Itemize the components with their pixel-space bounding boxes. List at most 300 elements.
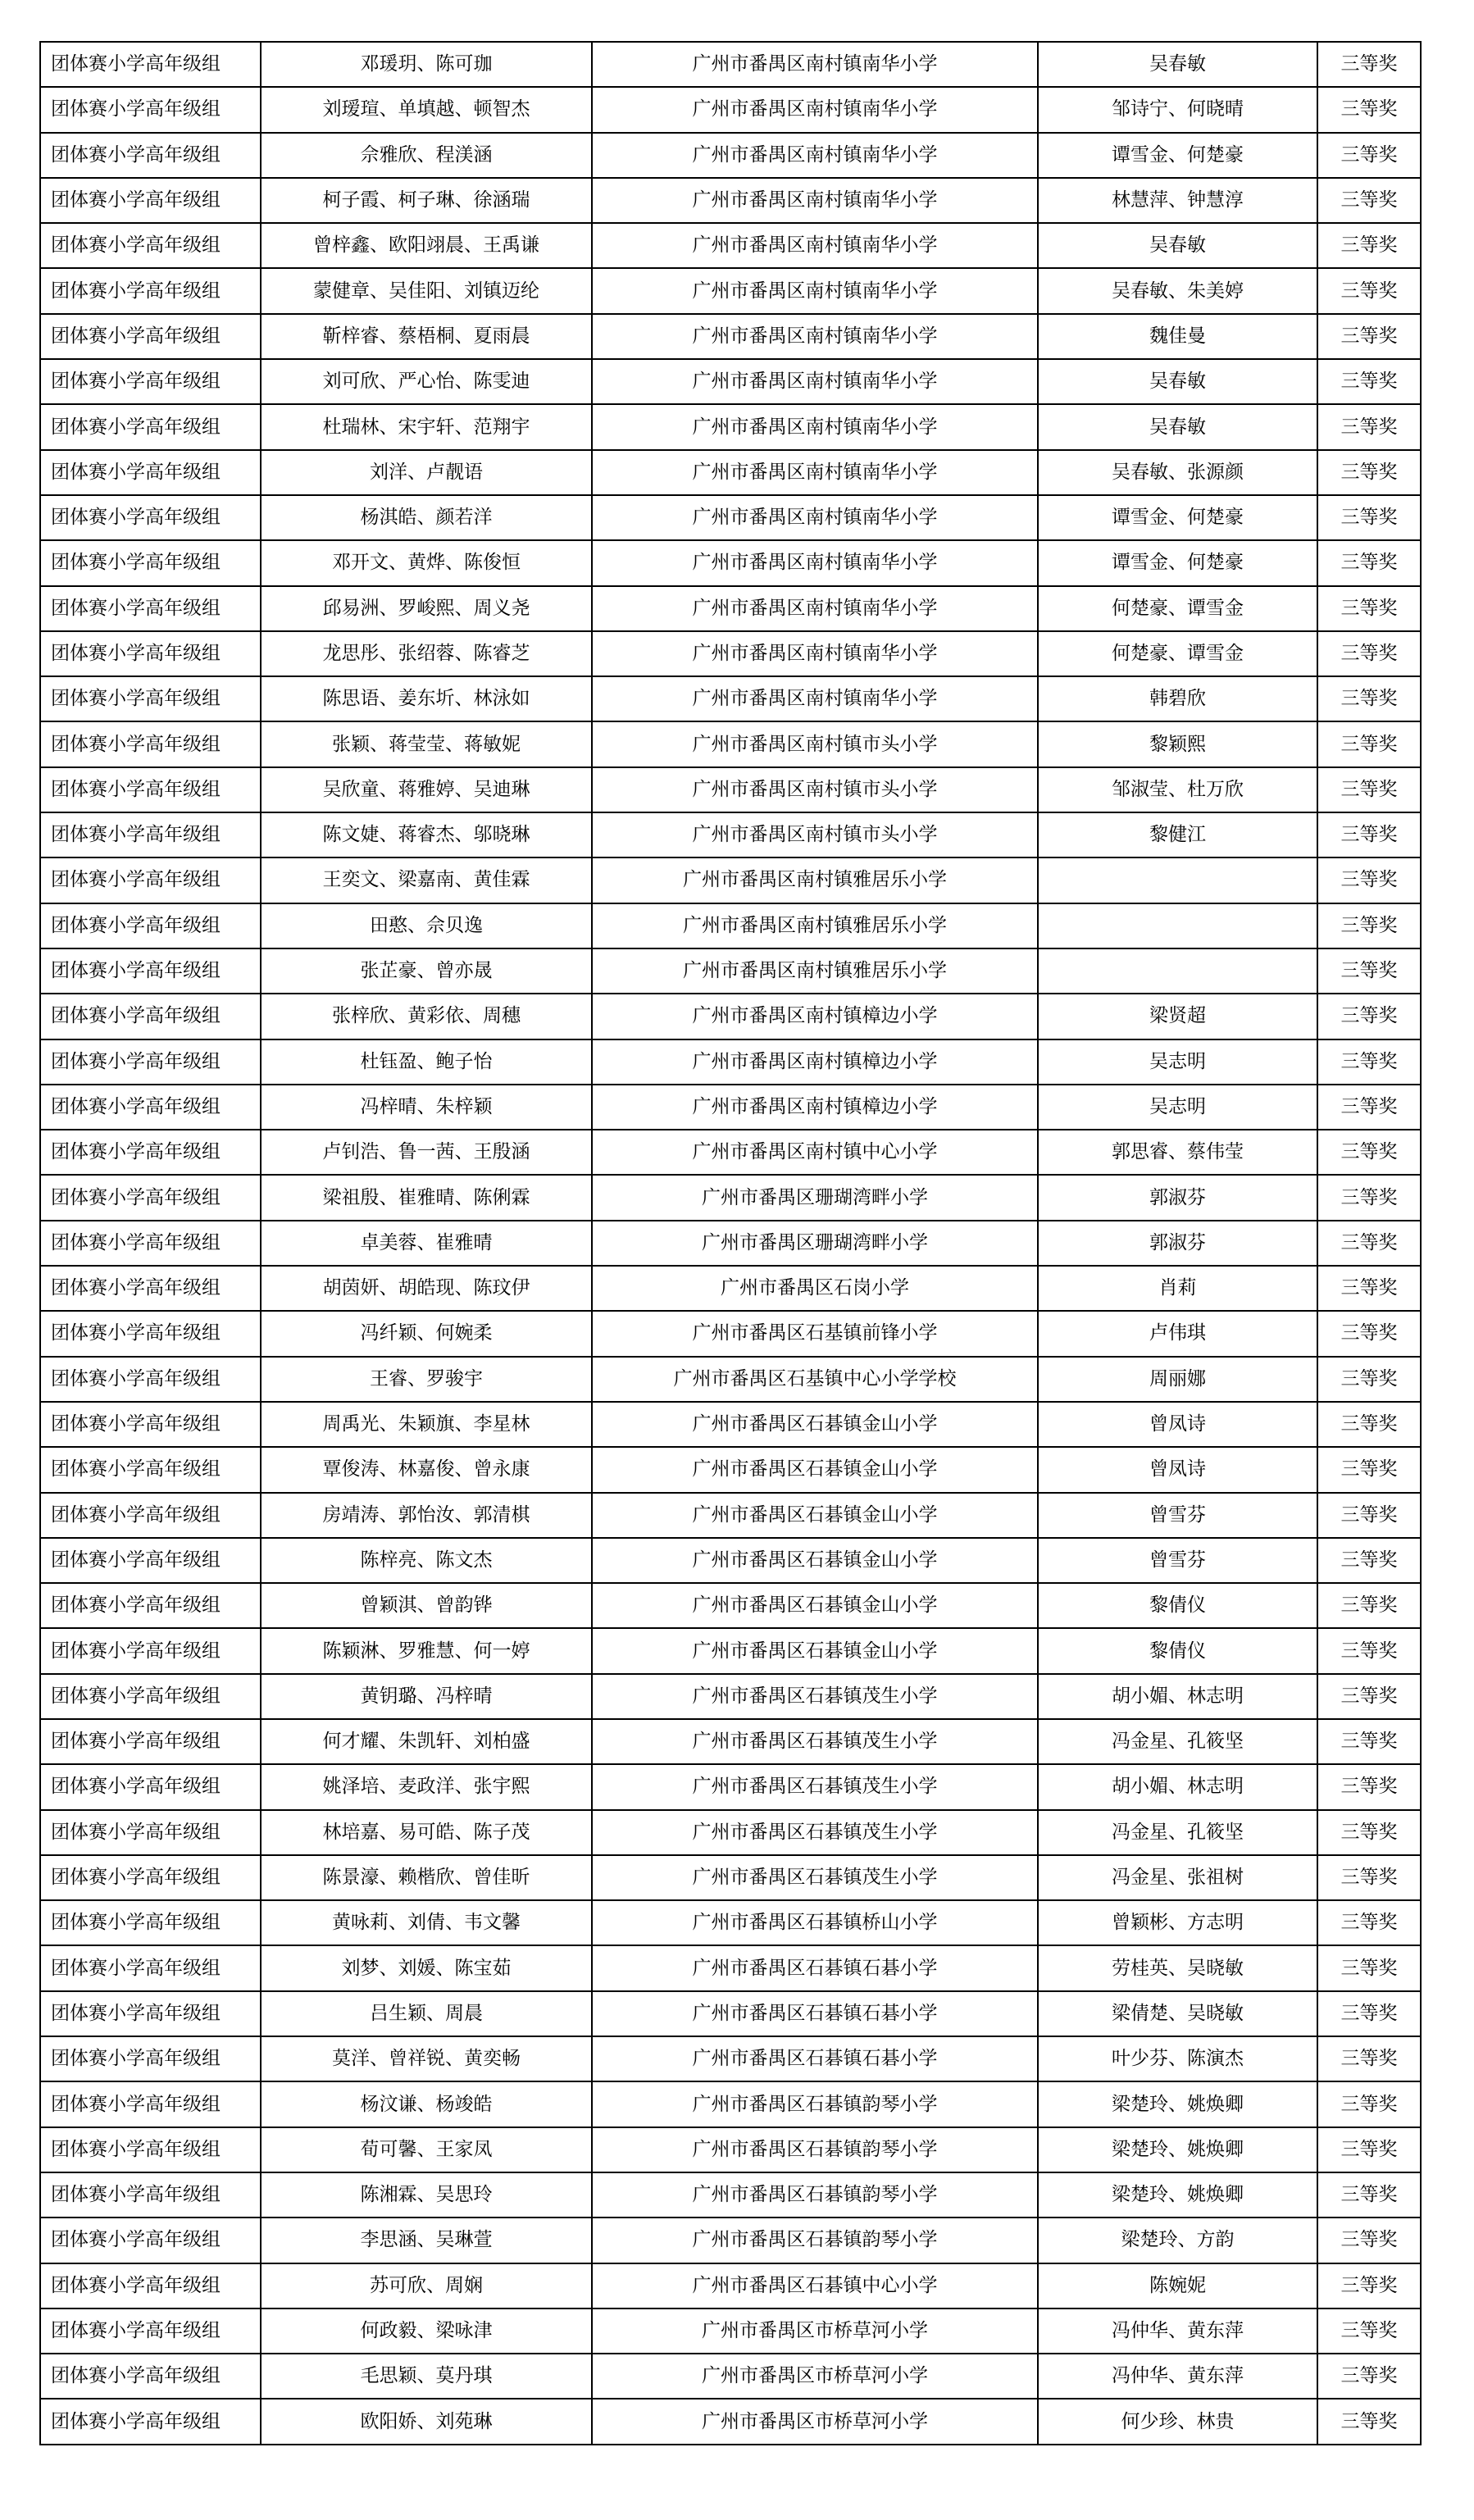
category-cell: 团体赛小学高年级组 <box>40 1583 261 1628</box>
students-cell: 张芷豪、曾亦晟 <box>261 948 592 994</box>
school-cell: 广州市番禺区石碁镇茂生小学 <box>592 1764 1038 1809</box>
category-cell: 团体赛小学高年级组 <box>40 631 261 676</box>
table-row <box>40 1311 1421 1356</box>
table-row <box>40 223 1421 268</box>
category-cell: 团体赛小学高年级组 <box>40 1810 261 1855</box>
award-cell: 三等奖 <box>1317 586 1421 631</box>
award-cell: 三等奖 <box>1317 1991 1421 2036</box>
table-row <box>40 1583 1421 1628</box>
school-cell: 广州市番禺区南村镇南华小学 <box>592 133 1038 178</box>
teacher-cell: 梁倩楚、吴晓敏 <box>1038 1991 1317 2036</box>
students-cell: 陈梓亮、陈文杰 <box>261 1538 592 1583</box>
table-row <box>40 2354 1421 2399</box>
teacher-cell: 曾颖彬、方志明 <box>1038 1900 1317 1945</box>
category-cell: 团体赛小学高年级组 <box>40 2399 261 2444</box>
school-cell: 广州市番禺区石碁镇韵琴小学 <box>592 2172 1038 2218</box>
teacher-cell: 梁贤超 <box>1038 994 1317 1039</box>
school-cell: 广州市番禺区石碁镇石碁小学 <box>592 2036 1038 2081</box>
school-cell: 广州市番禺区南村镇南华小学 <box>592 87 1038 132</box>
school-cell: 广州市番禺区石碁镇石碁小学 <box>592 1945 1038 1990</box>
award-cell: 三等奖 <box>1317 1764 1421 1809</box>
students-cell: 张颖、蒋莹莹、蒋敏妮 <box>261 721 592 766</box>
students-cell: 陈文婕、蒋睿杰、邬晓琳 <box>261 812 592 857</box>
school-cell: 广州市番禺区石碁镇韵琴小学 <box>592 2081 1038 2127</box>
school-cell: 广州市番禺区南村镇市头小学 <box>592 767 1038 812</box>
table-row <box>40 948 1421 994</box>
table-row <box>40 1900 1421 1945</box>
students-cell: 田憨、佘贝逸 <box>261 903 592 948</box>
award-cell: 三等奖 <box>1317 314 1421 359</box>
category-cell: 团体赛小学高年级组 <box>40 2172 261 2218</box>
teacher-cell: 林慧萍、钟慧淳 <box>1038 178 1317 223</box>
school-cell: 广州市番禺区南村镇南华小学 <box>592 42 1038 87</box>
table-row <box>40 1538 1421 1583</box>
table-row <box>40 1085 1421 1130</box>
school-cell: 广州市番禺区石碁镇金山小学 <box>592 1583 1038 1628</box>
students-cell: 龙思彤、张绍蓉、陈睿芝 <box>261 631 592 676</box>
award-cell: 三等奖 <box>1317 268 1421 313</box>
award-cell: 三等奖 <box>1317 2263 1421 2308</box>
school-cell: 广州市番禺区南村镇南华小学 <box>592 676 1038 721</box>
category-cell: 团体赛小学高年级组 <box>40 1357 261 1402</box>
table-row <box>40 133 1421 178</box>
table-row <box>40 1855 1421 1900</box>
award-cell: 三等奖 <box>1317 1175 1421 1220</box>
award-cell: 三等奖 <box>1317 1674 1421 1719</box>
school-cell: 广州市番禺区南村镇市头小学 <box>592 721 1038 766</box>
students-cell: 何才耀、朱凯轩、刘柏盛 <box>261 1719 592 1764</box>
award-cell: 三等奖 <box>1317 1311 1421 1356</box>
award-cell: 三等奖 <box>1317 1900 1421 1945</box>
school-cell: 广州市番禺区石碁镇金山小学 <box>592 1493 1038 1538</box>
school-cell: 广州市番禺区南村镇樟边小学 <box>592 1039 1038 1085</box>
table-row <box>40 994 1421 1039</box>
category-cell: 团体赛小学高年级组 <box>40 450 261 495</box>
award-cell: 三等奖 <box>1317 903 1421 948</box>
table-row <box>40 42 1421 87</box>
students-cell: 吴欣童、蒋雅婷、吴迪琳 <box>261 767 592 812</box>
teacher-cell: 冯金星、张祖树 <box>1038 1855 1317 1900</box>
table-row <box>40 2308 1421 2354</box>
award-cell: 三等奖 <box>1317 2399 1421 2444</box>
category-cell: 团体赛小学高年级组 <box>40 1447 261 1492</box>
teacher-cell: 郭淑芬 <box>1038 1175 1317 1220</box>
category-cell: 团体赛小学高年级组 <box>40 2218 261 2263</box>
award-cell: 三等奖 <box>1317 1855 1421 1900</box>
teacher-cell: 黎颖熙 <box>1038 721 1317 766</box>
students-cell: 陈思语、姜东圻、林泳如 <box>261 676 592 721</box>
award-cell: 三等奖 <box>1317 1130 1421 1175</box>
school-cell: 广州市番禺区石碁镇韵琴小学 <box>592 2127 1038 2172</box>
teacher-cell: 胡小媚、林志明 <box>1038 1764 1317 1809</box>
teacher-cell: 梁楚玲、方韵 <box>1038 2218 1317 2263</box>
teacher-cell: 叶少芬、陈演杰 <box>1038 2036 1317 2081</box>
award-cell: 三等奖 <box>1317 1221 1421 1266</box>
school-cell: 广州市番禺区南村镇雅居乐小学 <box>592 948 1038 994</box>
teacher-cell: 吴春敏、张源颜 <box>1038 450 1317 495</box>
students-cell: 周禹光、朱颖旗、李星林 <box>261 1402 592 1447</box>
teacher-cell: 冯金星、孔筱坚 <box>1038 1810 1317 1855</box>
students-cell: 刘梦、刘媛、陈宝茹 <box>261 1945 592 1990</box>
students-cell: 刘洋、卢靓语 <box>261 450 592 495</box>
teacher-cell <box>1038 857 1317 903</box>
teacher-cell: 肖莉 <box>1038 1266 1317 1311</box>
category-cell: 团体赛小学高年级组 <box>40 404 261 449</box>
award-cell: 三等奖 <box>1317 721 1421 766</box>
category-cell: 团体赛小学高年级组 <box>40 359 261 404</box>
award-cell: 三等奖 <box>1317 767 1421 812</box>
students-cell: 陈湘霖、吴思玲 <box>261 2172 592 2218</box>
category-cell: 团体赛小学高年级组 <box>40 994 261 1039</box>
award-cell: 三等奖 <box>1317 1719 1421 1764</box>
award-cell: 三等奖 <box>1317 42 1421 87</box>
award-cell: 三等奖 <box>1317 87 1421 132</box>
school-cell: 广州市番禺区石碁镇茂生小学 <box>592 1810 1038 1855</box>
students-cell: 靳梓睿、蔡梧桐、夏雨晨 <box>261 314 592 359</box>
school-cell: 广州市番禺区市桥草河小学 <box>592 2308 1038 2354</box>
school-cell: 广州市番禺区南村镇南华小学 <box>592 450 1038 495</box>
table-row <box>40 314 1421 359</box>
category-cell: 团体赛小学高年级组 <box>40 2036 261 2081</box>
award-cell: 三等奖 <box>1317 1447 1421 1492</box>
table-row <box>40 359 1421 404</box>
category-cell: 团体赛小学高年级组 <box>40 1266 261 1311</box>
students-cell: 杜瑞林、宋宇轩、范翔宇 <box>261 404 592 449</box>
school-cell: 广州市番禺区南村镇南华小学 <box>592 223 1038 268</box>
category-cell: 团体赛小学高年级组 <box>40 495 261 540</box>
teacher-cell: 梁楚玲、姚焕卿 <box>1038 2172 1317 2218</box>
teacher-cell: 黎健江 <box>1038 812 1317 857</box>
students-cell: 陈景濠、赖楷欣、曾佳昕 <box>261 1855 592 1900</box>
teacher-cell: 吴春敏 <box>1038 359 1317 404</box>
table-row <box>40 812 1421 857</box>
category-cell: 团体赛小学高年级组 <box>40 1538 261 1583</box>
teacher-cell: 邹诗宁、何晓晴 <box>1038 87 1317 132</box>
teacher-cell <box>1038 903 1317 948</box>
category-cell: 团体赛小学高年级组 <box>40 2354 261 2399</box>
table-row <box>40 1402 1421 1447</box>
award-cell: 三等奖 <box>1317 2081 1421 2127</box>
table-row <box>40 1266 1421 1311</box>
school-cell: 广州市番禺区南村镇南华小学 <box>592 495 1038 540</box>
table-row <box>40 1447 1421 1492</box>
category-cell: 团体赛小学高年级组 <box>40 223 261 268</box>
teacher-cell: 陈婉妮 <box>1038 2263 1317 2308</box>
teacher-cell: 郭淑芬 <box>1038 1221 1317 1266</box>
category-cell: 团体赛小学高年级组 <box>40 1674 261 1719</box>
award-cell: 三等奖 <box>1317 812 1421 857</box>
table-row <box>40 676 1421 721</box>
students-cell: 冯纤颖、何婉柔 <box>261 1311 592 1356</box>
table-row <box>40 450 1421 495</box>
teacher-cell: 曾凤诗 <box>1038 1447 1317 1492</box>
school-cell: 广州市番禺区石碁镇金山小学 <box>592 1538 1038 1583</box>
category-cell: 团体赛小学高年级组 <box>40 1764 261 1809</box>
table-row <box>40 857 1421 903</box>
category-cell: 团体赛小学高年级组 <box>40 133 261 178</box>
teacher-cell: 何少珍、林贵 <box>1038 2399 1317 2444</box>
teacher-cell: 何楚豪、谭雪金 <box>1038 586 1317 631</box>
students-cell: 姚泽培、麦政洋、张宇熙 <box>261 1764 592 1809</box>
category-cell: 团体赛小学高年级组 <box>40 1493 261 1538</box>
students-cell: 刘瑷瑄、单填越、顿智杰 <box>261 87 592 132</box>
students-cell: 佘雅欣、程渼涵 <box>261 133 592 178</box>
category-cell: 团体赛小学高年级组 <box>40 1991 261 2036</box>
award-cell: 三等奖 <box>1317 2172 1421 2218</box>
table-row <box>40 1039 1421 1085</box>
school-cell: 广州市番禺区南村镇市头小学 <box>592 812 1038 857</box>
school-cell: 广州市番禺区南村镇南华小学 <box>592 314 1038 359</box>
table-row <box>40 1628 1421 1673</box>
students-cell: 曾梓鑫、欧阳翊晨、王禹谦 <box>261 223 592 268</box>
school-cell: 广州市番禺区南村镇樟边小学 <box>592 1085 1038 1130</box>
table-row <box>40 404 1421 449</box>
school-cell: 广州市番禺区石碁镇茂生小学 <box>592 1855 1038 1900</box>
award-cell: 三等奖 <box>1317 1945 1421 1990</box>
teacher-cell: 胡小媚、林志明 <box>1038 1674 1317 1719</box>
teacher-cell: 黎倩仪 <box>1038 1583 1317 1628</box>
school-cell: 广州市番禺区石碁镇桥山小学 <box>592 1900 1038 1945</box>
award-list-body <box>40 42 1421 2445</box>
category-cell: 团体赛小学高年级组 <box>40 586 261 631</box>
students-cell: 何政毅、梁咏津 <box>261 2308 592 2354</box>
category-cell: 团体赛小学高年级组 <box>40 767 261 812</box>
teacher-cell: 曾雪芬 <box>1038 1538 1317 1583</box>
table-row <box>40 495 1421 540</box>
category-cell: 团体赛小学高年级组 <box>40 2127 261 2172</box>
students-cell: 梁祖殷、崔雅晴、陈俐霖 <box>261 1175 592 1220</box>
students-cell: 冯梓晴、朱梓颖 <box>261 1085 592 1130</box>
category-cell: 团体赛小学高年级组 <box>40 268 261 313</box>
award-cell: 三等奖 <box>1317 1357 1421 1402</box>
school-cell: 广州市番禺区石基镇前锋小学 <box>592 1311 1038 1356</box>
category-cell: 团体赛小学高年级组 <box>40 812 261 857</box>
school-cell: 广州市番禺区南村镇中心小学 <box>592 1130 1038 1175</box>
school-cell: 广州市番禺区南村镇雅居乐小学 <box>592 903 1038 948</box>
school-cell: 广州市番禺区南村镇南华小学 <box>592 540 1038 585</box>
category-cell: 团体赛小学高年级组 <box>40 1085 261 1130</box>
school-cell: 广州市番禺区市桥草河小学 <box>592 2354 1038 2399</box>
students-cell: 邓瑗玥、陈可珈 <box>261 42 592 87</box>
students-cell: 毛思颖、莫丹琪 <box>261 2354 592 2399</box>
award-cell: 三等奖 <box>1317 495 1421 540</box>
award-cell: 三等奖 <box>1317 1402 1421 1447</box>
award-cell: 三等奖 <box>1317 2127 1421 2172</box>
teacher-cell: 邹淑莹、杜万欣 <box>1038 767 1317 812</box>
teacher-cell: 冯仲华、黄东萍 <box>1038 2308 1317 2354</box>
teacher-cell: 梁楚玲、姚焕卿 <box>1038 2081 1317 2127</box>
category-cell: 团体赛小学高年级组 <box>40 948 261 994</box>
teacher-cell: 吴志明 <box>1038 1039 1317 1085</box>
table-row <box>40 2127 1421 2172</box>
category-cell: 团体赛小学高年级组 <box>40 2263 261 2308</box>
students-cell: 卢钊浩、鲁一茜、王殷涵 <box>261 1130 592 1175</box>
category-cell: 团体赛小学高年级组 <box>40 903 261 948</box>
award-cell: 三等奖 <box>1317 1039 1421 1085</box>
teacher-cell: 梁楚玲、姚焕卿 <box>1038 2127 1317 2172</box>
award-cell: 三等奖 <box>1317 631 1421 676</box>
table-row <box>40 2399 1421 2444</box>
award-cell: 三等奖 <box>1317 133 1421 178</box>
students-cell: 刘可欣、严心怡、陈雯迪 <box>261 359 592 404</box>
school-cell: 广州市番禺区南村镇南华小学 <box>592 178 1038 223</box>
school-cell: 广州市番禺区南村镇南华小学 <box>592 404 1038 449</box>
table-row <box>40 2172 1421 2218</box>
students-cell: 覃俊涛、林嘉俊、曾永康 <box>261 1447 592 1492</box>
category-cell: 团体赛小学高年级组 <box>40 42 261 87</box>
school-cell: 广州市番禺区石碁镇金山小学 <box>592 1628 1038 1673</box>
award-cell: 三等奖 <box>1317 1085 1421 1130</box>
students-cell: 黄咏莉、刘倩、韦文馨 <box>261 1900 592 1945</box>
award-cell: 三等奖 <box>1317 178 1421 223</box>
students-cell: 杨汶谦、杨竣皓 <box>261 2081 592 2127</box>
teacher-cell: 谭雪金、何楚豪 <box>1038 133 1317 178</box>
category-cell: 团体赛小学高年级组 <box>40 178 261 223</box>
teacher-cell: 劳桂英、吴晓敏 <box>1038 1945 1317 1990</box>
teacher-cell: 吴春敏 <box>1038 42 1317 87</box>
table-row <box>40 1719 1421 1764</box>
students-cell: 李思涵、吴琳萱 <box>261 2218 592 2263</box>
category-cell: 团体赛小学高年级组 <box>40 721 261 766</box>
students-cell: 黄钥璐、冯梓晴 <box>261 1674 592 1719</box>
category-cell: 团体赛小学高年级组 <box>40 1039 261 1085</box>
table-row <box>40 903 1421 948</box>
students-cell: 欧阳娇、刘苑琳 <box>261 2399 592 2444</box>
award-cell: 三等奖 <box>1317 404 1421 449</box>
table-row <box>40 1764 1421 1809</box>
category-cell: 团体赛小学高年级组 <box>40 87 261 132</box>
students-cell: 胡茵妍、胡皓现、陈玟伊 <box>261 1266 592 1311</box>
category-cell: 团体赛小学高年级组 <box>40 1175 261 1220</box>
teacher-cell: 曾雪芬 <box>1038 1493 1317 1538</box>
school-cell: 广州市番禺区石碁镇韵琴小学 <box>592 2218 1038 2263</box>
award-cell: 三等奖 <box>1317 1538 1421 1583</box>
category-cell: 团体赛小学高年级组 <box>40 1719 261 1764</box>
students-cell: 杜钰盈、鲍子怡 <box>261 1039 592 1085</box>
category-cell: 团体赛小学高年级组 <box>40 1855 261 1900</box>
table-row <box>40 268 1421 313</box>
school-cell: 广州市番禺区南村镇南华小学 <box>592 631 1038 676</box>
award-cell: 三等奖 <box>1317 1266 1421 1311</box>
award-cell: 三等奖 <box>1317 223 1421 268</box>
award-cell: 三等奖 <box>1317 450 1421 495</box>
students-cell: 卓美蓉、崔雅晴 <box>261 1221 592 1266</box>
table-row <box>40 1810 1421 1855</box>
students-cell: 林培嘉、易可皓、陈子茂 <box>261 1810 592 1855</box>
award-cell: 三等奖 <box>1317 857 1421 903</box>
table-row <box>40 178 1421 223</box>
teacher-cell: 曾凤诗 <box>1038 1402 1317 1447</box>
award-cell: 三等奖 <box>1317 1810 1421 1855</box>
category-cell: 团体赛小学高年级组 <box>40 1311 261 1356</box>
table-row <box>40 2036 1421 2081</box>
teacher-cell: 谭雪金、何楚豪 <box>1038 540 1317 585</box>
category-cell: 团体赛小学高年级组 <box>40 857 261 903</box>
category-cell: 团体赛小学高年级组 <box>40 1945 261 1990</box>
teacher-cell: 吴春敏 <box>1038 404 1317 449</box>
school-cell: 广州市番禺区石碁镇金山小学 <box>592 1447 1038 1492</box>
table-row <box>40 1674 1421 1719</box>
teacher-cell: 吴志明 <box>1038 1085 1317 1130</box>
students-cell: 杨淇皓、颜若洋 <box>261 495 592 540</box>
award-cell: 三等奖 <box>1317 359 1421 404</box>
teacher-cell: 周丽娜 <box>1038 1357 1317 1402</box>
award-cell: 三等奖 <box>1317 1583 1421 1628</box>
students-cell: 张梓欣、黄彩依、周穗 <box>261 994 592 1039</box>
students-cell: 苏可欣、周娴 <box>261 2263 592 2308</box>
school-cell: 广州市番禺区石碁镇茂生小学 <box>592 1674 1038 1719</box>
table-row <box>40 1130 1421 1175</box>
table-row <box>40 1991 1421 2036</box>
teacher-cell: 魏佳曼 <box>1038 314 1317 359</box>
category-cell: 团体赛小学高年级组 <box>40 1130 261 1175</box>
category-cell: 团体赛小学高年级组 <box>40 540 261 585</box>
students-cell: 荀可馨、王家凤 <box>261 2127 592 2172</box>
school-cell: 广州市番禺区石碁镇金山小学 <box>592 1402 1038 1447</box>
school-cell: 广州市番禺区南村镇樟边小学 <box>592 994 1038 1039</box>
teacher-cell: 韩碧欣 <box>1038 676 1317 721</box>
category-cell: 团体赛小学高年级组 <box>40 2081 261 2127</box>
table-row <box>40 721 1421 766</box>
school-cell: 广州市番禺区石碁镇石碁小学 <box>592 1991 1038 2036</box>
school-cell: 广州市番禺区石碁镇茂生小学 <box>592 1719 1038 1764</box>
teacher-cell: 冯仲华、黄东萍 <box>1038 2354 1317 2399</box>
students-cell: 邓开文、黄烨、陈俊恒 <box>261 540 592 585</box>
students-cell: 王奕文、梁嘉南、黄佳霖 <box>261 857 592 903</box>
table-row <box>40 1175 1421 1220</box>
students-cell: 吕生颖、周晨 <box>261 1991 592 2036</box>
students-cell: 王睿、罗骏宇 <box>261 1357 592 1402</box>
award-cell: 三等奖 <box>1317 994 1421 1039</box>
teacher-cell: 郭思睿、蔡伟莹 <box>1038 1130 1317 1175</box>
school-cell: 广州市番禺区南村镇南华小学 <box>592 586 1038 631</box>
table-row <box>40 2081 1421 2127</box>
table-row <box>40 767 1421 812</box>
award-cell: 三等奖 <box>1317 2036 1421 2081</box>
students-cell: 邱易洲、罗峻熙、周义尧 <box>261 586 592 631</box>
category-cell: 团体赛小学高年级组 <box>40 1221 261 1266</box>
award-cell: 三等奖 <box>1317 2354 1421 2399</box>
school-cell: 广州市番禺区市桥草河小学 <box>592 2399 1038 2444</box>
table-row <box>40 586 1421 631</box>
award-cell: 三等奖 <box>1317 1628 1421 1673</box>
category-cell: 团体赛小学高年级组 <box>40 1900 261 1945</box>
table-row <box>40 1221 1421 1266</box>
category-cell: 团体赛小学高年级组 <box>40 676 261 721</box>
award-cell: 三等奖 <box>1317 948 1421 994</box>
teacher-cell: 吴春敏、朱美婷 <box>1038 268 1317 313</box>
teacher-cell: 冯金星、孔筱坚 <box>1038 1719 1317 1764</box>
award-cell: 三等奖 <box>1317 1493 1421 1538</box>
school-cell: 广州市番禺区南村镇南华小学 <box>592 359 1038 404</box>
teacher-cell: 黎倩仪 <box>1038 1628 1317 1673</box>
award-list-table <box>39 41 1422 2445</box>
school-cell: 广州市番禺区珊瑚湾畔小学 <box>592 1175 1038 1220</box>
table-row <box>40 540 1421 585</box>
table-row <box>40 2218 1421 2263</box>
award-cell: 三等奖 <box>1317 540 1421 585</box>
table-row <box>40 87 1421 132</box>
school-cell: 广州市番禺区石岗小学 <box>592 1266 1038 1311</box>
students-cell: 莫洋、曾祥锐、黄奕畅 <box>261 2036 592 2081</box>
students-cell: 曾颖淇、曾韵铧 <box>261 1583 592 1628</box>
teacher-cell <box>1038 948 1317 994</box>
students-cell: 蒙健章、吴佳阳、刘镇迈纶 <box>261 268 592 313</box>
award-cell: 三等奖 <box>1317 2218 1421 2263</box>
school-cell: 广州市番禺区石碁镇中心小学 <box>592 2263 1038 2308</box>
category-cell: 团体赛小学高年级组 <box>40 1628 261 1673</box>
students-cell: 柯子霞、柯子琳、徐涵瑞 <box>261 178 592 223</box>
